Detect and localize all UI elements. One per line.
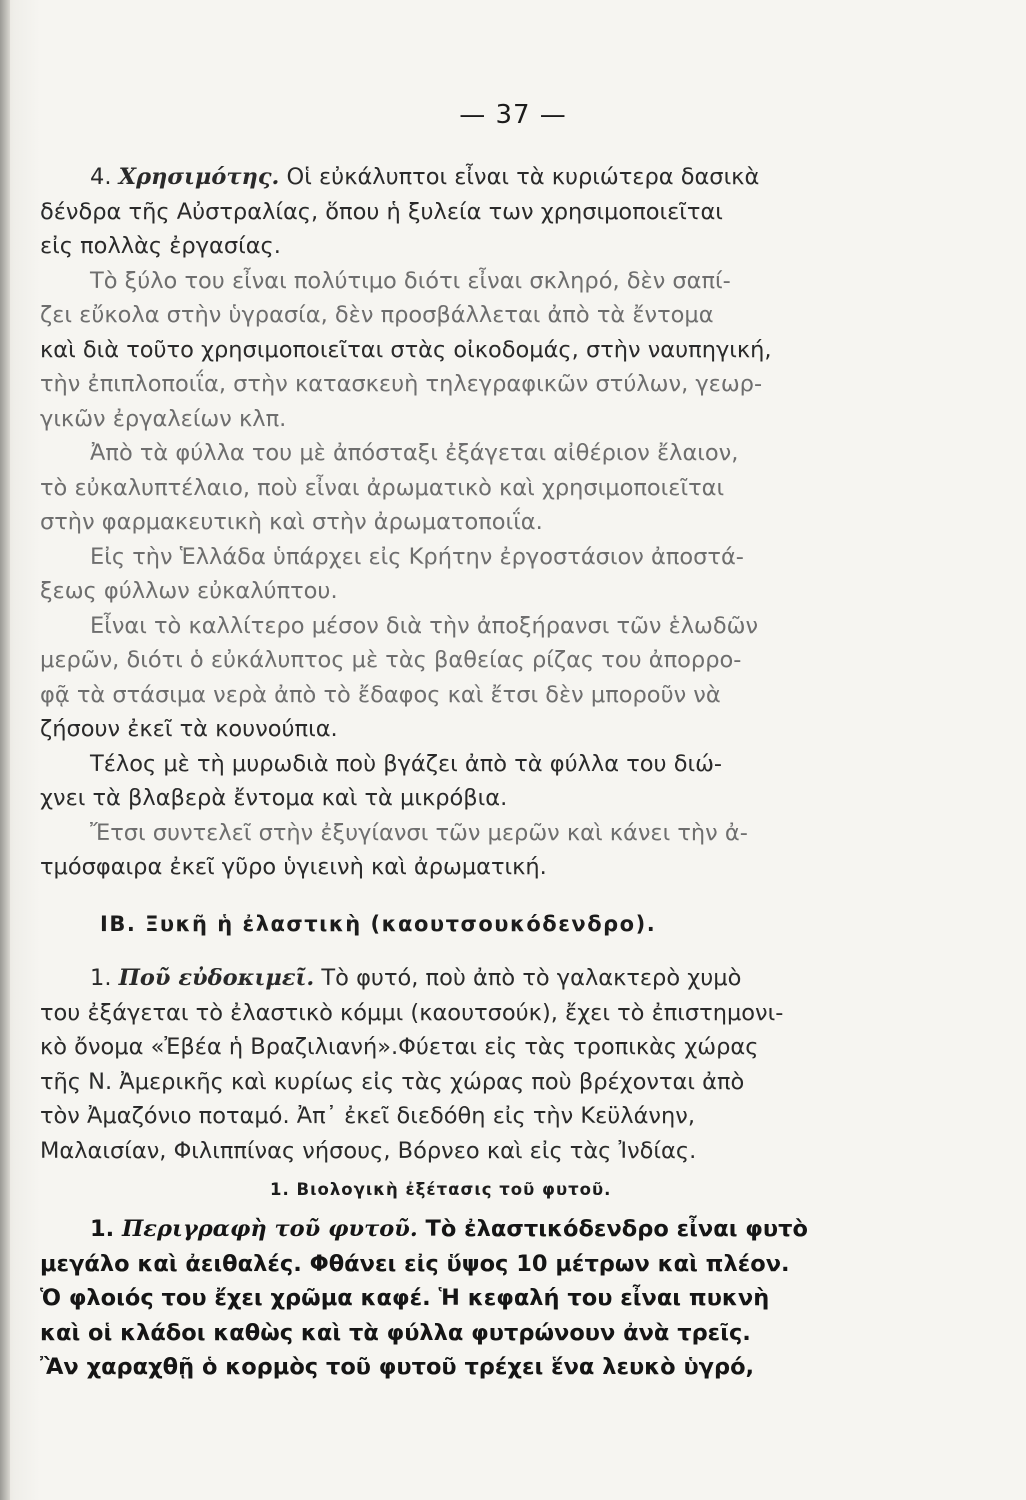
section-number: 1. bbox=[90, 1216, 115, 1242]
paragraph-line: τμόσφαιρα ἐκεῖ γῦρο ὑγιεινὴ καὶ ἀρωματική. bbox=[40, 854, 547, 880]
section-number: 4. bbox=[90, 164, 112, 190]
paragraph-line: εἰς πολλὰς ἐργασίας. bbox=[40, 233, 281, 259]
paragraph-line: ζήσουν ἐκεῖ τὰ κουνούπια. bbox=[40, 716, 338, 742]
paragraph-line: μεγάλο καὶ ἀειθαλές. Φθάνει εἰς ὕψος 10 μέτρων καὶ πλέον. bbox=[40, 1250, 790, 1277]
paragraph-text: Οἱ εὐκάλυπτοι εἶναι τὰ κυριώτερα δασικὰ bbox=[279, 164, 760, 190]
paragraph-line: δένδρα τῆς Αὐστραλίας, ὅπου ἡ ξυλεία των χρησιμοποιεῖται bbox=[40, 198, 723, 225]
paragraph-line: Μαλαισίαν, Φιλιππίνας νήσους, Βόρνεο καὶ εἰς τὰς Ἰνδίας. bbox=[40, 1137, 697, 1164]
paragraph-line bbox=[40, 1212, 1010, 1247]
paragraph-text: Τὸ ἐλαστικόδενδρο εἶναι φυτὸ bbox=[417, 1216, 808, 1242]
paragraph-line: χνει τὰ βλαβερὰ ἔντομα καὶ τὰ μικρόβια. bbox=[40, 785, 508, 811]
paragraph-line: Ἀπὸ τὰ φύλλα του μὲ ἀπόσταξι ἐξάγεται αἰθέριον ἔλαιον, bbox=[90, 440, 739, 466]
paragraph-line: Τέλος μὲ τὴ μυρωδιὰ ποὺ βγάζει ἀπὸ τὰ φύλλα του διώ- bbox=[90, 750, 723, 777]
paragraph-line: Ἔτσι συντελεῖ στὴν ἐξυγίανσι τῶν μερῶν καὶ κάνει τὴν ἀ- bbox=[90, 819, 748, 846]
paragraph-line: Ἂν χαραχθῇ ὁ κορμὸς τοῦ φυτοῦ τρέχει ἕνα λευκὸ ὑγρό, bbox=[40, 1354, 755, 1380]
paragraph-line: Ὁ φλοιός του ἔχει χρῶμα καφέ. Ἡ κεφαλή του εἶναι πυκνὴ bbox=[40, 1285, 770, 1311]
page-binding-edge bbox=[0, 0, 10, 1500]
paragraph-line: φᾷ τὰ στάσιμα νερὰ ἀπὸ τὸ ἔδαφος καὶ ἔτσι δὲν μποροῦν νὰ bbox=[40, 681, 721, 708]
paragraph-line: τὸν Ἀμαζόνιο ποταμό. Ἀπ᾿ ἐκεῖ διεδόθη εἰς τὴν Κεϋλάνην, bbox=[40, 1103, 695, 1129]
paragraph-line bbox=[40, 160, 1010, 195]
page-number: — 37 — bbox=[459, 100, 567, 130]
sub-heading: 1. Βιολογικὴ ἐξέτασις τοῦ φυτοῦ. bbox=[270, 1180, 612, 1199]
section-number: 1. bbox=[90, 965, 112, 991]
document-body bbox=[40, 160, 1010, 1385]
paragraph-line: του ἐξάγεται τὸ ἐλαστικὸ κόμμι (καουτσούκ), ἔχει τὸ ἐπιστημονι- bbox=[40, 999, 784, 1026]
paragraph-line: Εἶναι τὸ καλλίτερο μέσον διὰ τὴν ἀποξήρανσι τῶν ἑλωδῶν bbox=[90, 612, 759, 639]
section-title: Χρησιμότης. bbox=[118, 164, 280, 190]
paragraph-line: μερῶν, διότι ὁ εὐκάλυπτος μὲ τὰς βαθείας ρίζας του ἀπορρο- bbox=[40, 647, 742, 673]
paragraph-line: καὶ διὰ τοῦτο χρησιμοποιεῖται στὰς οἰκοδομάς, στὴν ναυπηγική, bbox=[40, 336, 772, 363]
paragraph-line: καὶ οἱ κλάδοι καθὼς καὶ τὰ φύλλα φυτρώνουν ἀνὰ τρεῖς. bbox=[40, 1319, 751, 1346]
paragraph-line bbox=[40, 961, 1010, 996]
paragraph-line: γικῶν ἐργαλείων κλπ. bbox=[40, 405, 287, 432]
section-title: Ποῦ εὐδοκιμεῖ. bbox=[118, 965, 315, 991]
paragraph-line: κὸ ὄνομα «Ἐβέα ἡ Βραζιλιανή».Φύεται εἰς τὰς τροπικὰς χώρας bbox=[40, 1034, 759, 1060]
chapter-heading: ΙΒ. Ξυκῆ ἡ ἐλαστικὴ (καουτσουκόδενδρο). bbox=[100, 911, 657, 936]
section-title: Περιγραφὴ τοῦ φυτοῦ. bbox=[122, 1216, 418, 1242]
paragraph-line: στὴν φαρμακευτικὴ καὶ στὴν ἀρωματοποιΐα. bbox=[40, 509, 543, 535]
paragraph-line: Εἰς τὴν Ἑλλάδα ὑπάρχει εἰς Κρήτην ἐργοστάσιον ἀποστά- bbox=[90, 543, 744, 570]
paragraph-text: Τὸ φυτό, ποὺ ἀπὸ τὸ γαλακτερὸ χυμὸ bbox=[314, 965, 742, 991]
paragraph-line: ζει εὔκολα στὴν ὑγρασία, δὲν προσβάλλεται ἀπὸ τὰ ἔντομα bbox=[40, 302, 714, 328]
paragraph-line: τὴν ἐπιπλοποιΐα, στὴν κατασκευὴ τηλεγραφικῶν στύλων, γεωρ- bbox=[40, 371, 763, 397]
paragraph-line: Τὸ ξύλο του εἶναι πολύτιμο διότι εἶναι σκληρό, δὲν σαπί- bbox=[90, 267, 731, 294]
paragraph-line: ξεως φύλλων εὐκαλύπτου. bbox=[40, 578, 338, 604]
paragraph-line: τῆς Ν. Ἀμερικῆς καὶ κυρίως εἰς τὰς χώρας ποὺ βρέχονται ἀπὸ bbox=[40, 1068, 745, 1095]
paragraph-line: τὸ εὐκαλυπτέλαιο, ποὺ εἶναι ἀρωματικὸ καὶ χρησιμοποιεῖται bbox=[40, 474, 725, 501]
